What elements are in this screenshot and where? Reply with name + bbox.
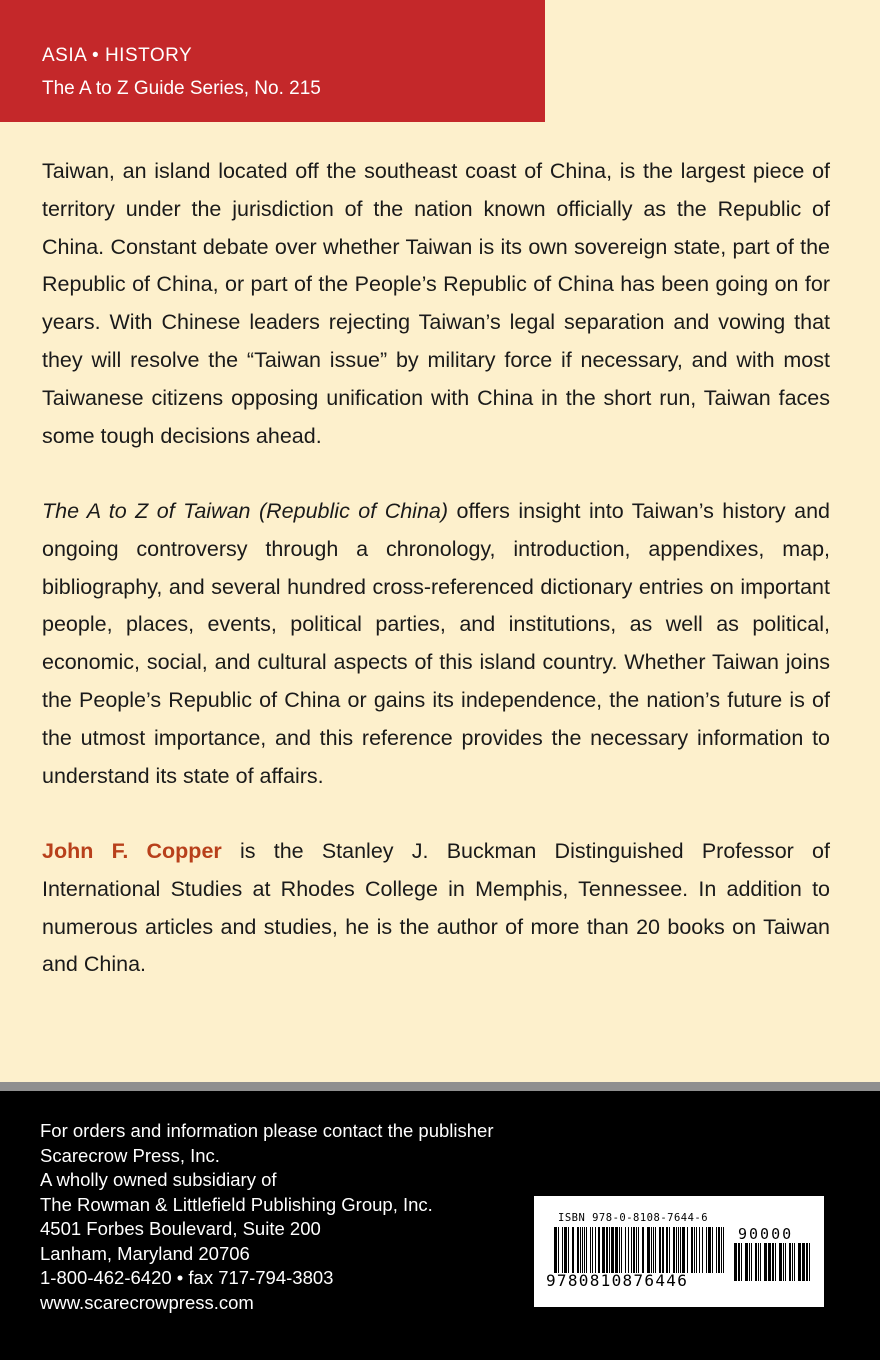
description-paragraph-2: [42, 493, 830, 795]
author-bio-text: is the Stanley J. Buckman Distinguished Professor of International Studies at Rhodes College in Memphis, Tennessee. In addition to numerous articles and studies, he is the author of more than 20 books on Taiwan and China.: [42, 839, 830, 977]
barcode-bar: [802, 1243, 805, 1281]
barcode-bar: [789, 1243, 791, 1281]
barcode-bar: [676, 1227, 677, 1273]
publisher-line: Lanham, Maryland 20706: [40, 1242, 250, 1264]
barcode-bar: [558, 1227, 559, 1273]
barcode-bar: [783, 1243, 784, 1281]
barcode-bar: [708, 1227, 711, 1273]
barcode-bar: [785, 1243, 786, 1281]
publisher-info: [40, 1119, 494, 1315]
barcode-bar: [592, 1227, 593, 1273]
barcode-bar: [702, 1227, 703, 1273]
barcode-bar: [699, 1227, 700, 1273]
barcode-bar: [638, 1227, 639, 1273]
barcode-bar: [716, 1227, 717, 1273]
series-label: The A to Z Guide Series, No. 215: [42, 78, 321, 99]
barcode-bar: [758, 1243, 759, 1281]
barcode-bar: [586, 1227, 587, 1273]
barcode-bar: [718, 1227, 720, 1273]
publisher-line: A wholly owned subsidiary of: [40, 1169, 277, 1190]
book-title: The A to Z of Taiwan (Republic of China): [42, 499, 449, 523]
barcode-bar: [628, 1227, 629, 1273]
barcode-bar: [562, 1227, 563, 1273]
barcode-bar: [631, 1227, 632, 1273]
barcode-bar: [792, 1243, 793, 1281]
barcode-bar: [609, 1227, 610, 1273]
barcode-bar: [568, 1227, 569, 1273]
barcode-bar: [577, 1227, 579, 1273]
barcode-bar: [642, 1227, 644, 1273]
isbn-label: ISBN 978-0-8108-7644-6: [558, 1212, 709, 1224]
barcode-bar: [749, 1243, 750, 1281]
barcode-bar: [615, 1227, 618, 1273]
barcode-bar: [745, 1243, 748, 1281]
barcode-bar: [673, 1227, 675, 1273]
barcode-bar: [647, 1227, 650, 1273]
barcode-bar: [564, 1227, 567, 1273]
category-label: ASIA • HISTORY: [42, 45, 193, 66]
barcode-bar: [691, 1227, 693, 1273]
barcode-bar: [666, 1227, 668, 1273]
publisher-footer: [0, 1091, 880, 1360]
barcode-bar: [706, 1227, 707, 1273]
barcode-bar: [721, 1227, 722, 1273]
barcode-bar: [611, 1227, 614, 1273]
barcode-bar: [659, 1227, 661, 1273]
publisher-url: www.scarecrowpress.com: [40, 1291, 254, 1313]
barcode-bar: [655, 1227, 656, 1273]
barcode-bar: [738, 1243, 740, 1281]
barcode-bar: [590, 1227, 591, 1273]
publisher-line: 4501 Forbes Boulevard, Suite 200: [40, 1218, 321, 1239]
barcode-bar: [662, 1227, 664, 1273]
barcode-bar: [602, 1227, 605, 1273]
barcode-bar: [653, 1227, 654, 1273]
barcode-bar: [741, 1243, 742, 1281]
price-code: 90000: [738, 1225, 794, 1243]
publisher-line: Scarecrow Press, Inc.: [40, 1144, 220, 1166]
barcode-bar: [584, 1227, 585, 1273]
barcode-bar: [768, 1243, 771, 1281]
barcode-bar: [669, 1227, 670, 1273]
barcode-bar: [806, 1243, 808, 1281]
barcode-bar: [682, 1227, 685, 1273]
barcode-bar: [734, 1243, 737, 1281]
barcode-digits: 9780810876446: [546, 1271, 689, 1290]
author-name: John F. Copper: [42, 839, 222, 863]
barcode-bar: [580, 1227, 581, 1273]
barcode-bar: [760, 1243, 761, 1281]
barcode-bar: [696, 1227, 697, 1273]
barcode-bar: [625, 1227, 626, 1273]
barcode-bar: [764, 1243, 767, 1281]
barcode-bar: [680, 1227, 681, 1273]
publisher-line: For orders and information please contact the publisher: [40, 1120, 494, 1141]
barcode-bar: [651, 1227, 652, 1273]
barcode-bar: [694, 1227, 695, 1273]
addon-barcode-bars: [734, 1243, 812, 1283]
barcode-bar: [687, 1227, 688, 1273]
barcode: [534, 1196, 824, 1307]
barcode-bar: [636, 1227, 637, 1273]
publisher-line: 1-800-462-6420 • fax 717-794-3803: [40, 1267, 334, 1288]
divider: [0, 1082, 880, 1091]
barcode-bars: [554, 1227, 726, 1273]
barcode-bar: [712, 1227, 713, 1273]
barcode-bar: [723, 1227, 724, 1273]
barcode-bar: [809, 1243, 810, 1281]
barcode-bar: [751, 1243, 752, 1281]
barcode-bar: [595, 1227, 596, 1273]
barcode-bar: [598, 1227, 600, 1273]
barcode-bar: [798, 1243, 801, 1281]
category-band: [0, 0, 545, 122]
publisher-line: The Rowman & Littlefield Publishing Group, Inc.: [40, 1193, 433, 1215]
barcode-bar: [779, 1243, 782, 1281]
barcode-bar: [755, 1243, 757, 1281]
barcode-bar: [775, 1243, 776, 1281]
barcode-bar: [606, 1227, 608, 1273]
barcode-bar: [572, 1227, 574, 1273]
barcode-bar: [621, 1227, 622, 1273]
barcode-bar: [633, 1227, 635, 1273]
barcode-bar: [772, 1243, 774, 1281]
barcode-bar: [619, 1227, 620, 1273]
barcode-bar: [582, 1227, 583, 1273]
barcode-bar: [678, 1227, 679, 1273]
description-paragraph-1: Taiwan, an island located off the southeast coast of China, is the largest piece of territory under the jurisdiction of the nation known officially as the Republic of China. Constant debate over whether Taiwan is its own sovereign state, part of the Republic of China, or part of the People’s Republic of China has been going on for years. With Chinese leaders rejecting Taiwan’s legal separation and vowing that they will resolve the “Taiwan issue” by military force if necessary, and with most Taiwanese citizens opposing unification with China in the short run, Taiwan faces some tough decisions ahead.: [42, 159, 830, 448]
description-paragraph-2-text: offers insight into Taiwan’s history and ongoing controversy through a chronology, introduction, appendixes, map, bibliography, and several hundred cross-referenced dictionary entries on important people, places, events, political parties, and institutions, as well as political, economic, social, and cultural aspects of this island country. Whether Taiwan joins the People’s Republic of China or gains its independence, the nation’s future is of the utmost importance, and this reference provides the necessary information to understand its state of affairs.: [42, 499, 830, 788]
barcode-bar: [794, 1243, 795, 1281]
barcode-bar: [554, 1227, 557, 1273]
author-bio: [42, 833, 830, 984]
